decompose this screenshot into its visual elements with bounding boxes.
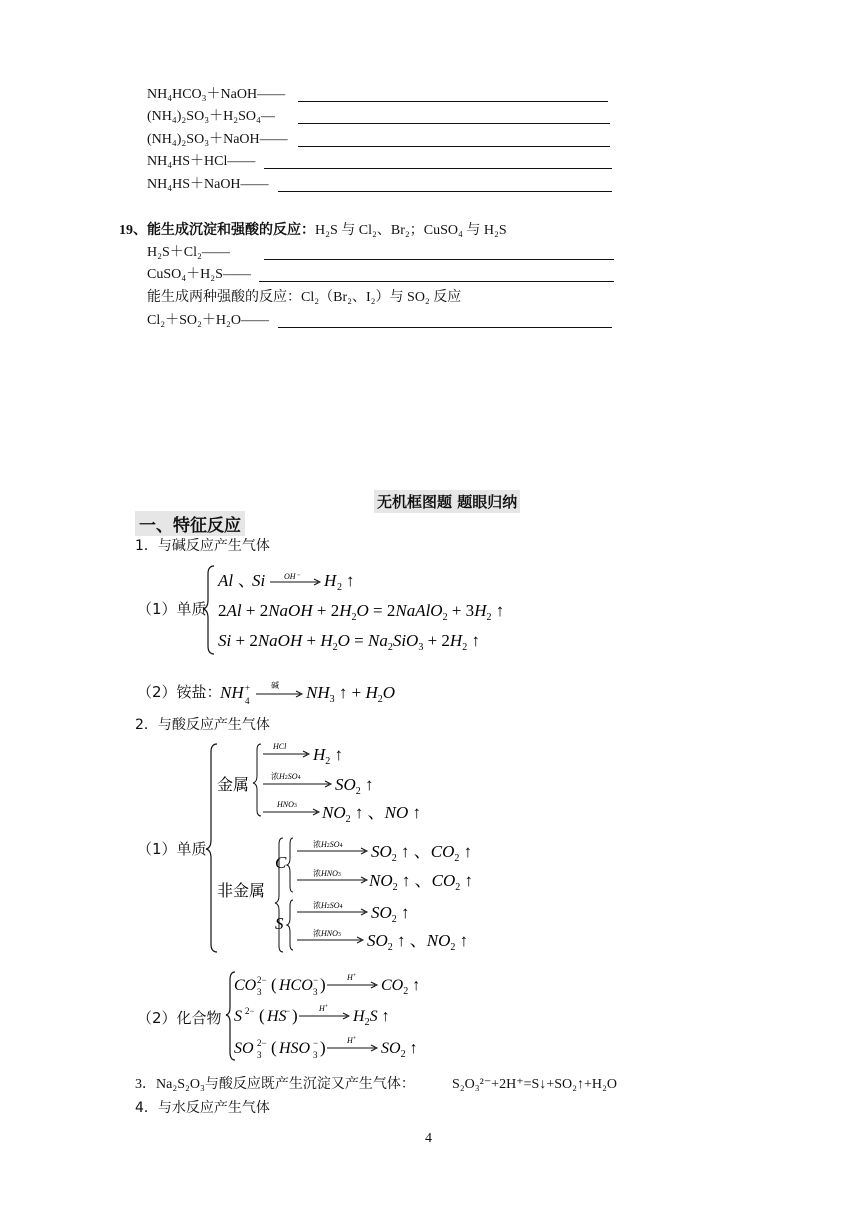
svg-text:H: H	[347, 973, 353, 982]
q19-equation-1: H₂S＋Cl₂——	[147, 245, 230, 260]
answer-blank-1[interactable]	[298, 101, 608, 102]
q19-subjects: H₂S 与 Cl₂、Br₂；CuSO₄ 与 H₂S	[315, 223, 507, 238]
svg-text:H2S ↑: $H_2S$ ↑	[353, 1008, 390, 1028]
svg-text:浓H2SO4: 浓H2SO4	[313, 840, 343, 849]
svg-text:C: C	[275, 853, 287, 872]
svg-text:NO2 ↑ 、CO2 ↑: $NO_2$ ↑ 、$CO_2$ ↑	[369, 871, 473, 893]
svg-text:2−: 2−	[257, 1038, 267, 1048]
svg-text:HCl: HCl	[273, 742, 287, 751]
q19-blank-1[interactable]	[264, 259, 614, 260]
svg-text:浓H2SO4: 浓H2SO4	[271, 772, 301, 781]
svg-text:(: (	[271, 1038, 277, 1057]
item2-title: 2．与酸反应产生气体	[135, 717, 270, 733]
svg-text:3: 3	[257, 987, 262, 997]
svg-text:): )	[320, 1038, 326, 1057]
svg-text:(: (	[259, 1006, 265, 1025]
q19-title: 能生成沉淀和强酸的反应：	[147, 222, 315, 238]
svg-text:OH⁻: OH⁻	[284, 572, 300, 581]
svg-text:3: 3	[313, 987, 318, 997]
svg-text:2Al + 2NaOH + 2H2O = 2NaAlO2 +: 2Al + 2NaOH + $2H_2O$ = 2NaAlO$_2$ + $3H_2$ ↑	[218, 601, 505, 623]
svg-text:SO2 ↑ 、NO2 ↑: $SO_2$ ↑ 、$NO_2$ ↑	[367, 931, 469, 953]
svg-text:浓HNO3: 浓HNO3	[313, 929, 341, 938]
svg-text:H2 ↑: $H_2$ ↑	[313, 745, 344, 767]
svg-text:+: +	[353, 1036, 357, 1042]
svg-text:−: −	[285, 1006, 291, 1016]
q19-number: 19、	[119, 223, 147, 238]
svg-text:+: +	[353, 973, 357, 979]
q19-note: 能生成两种强酸的反应：Cl₂（Br₂、I₂）与 SO₂ 反应	[147, 290, 462, 305]
svg-text:HNO3: HNO3	[277, 800, 297, 809]
svg-text:CO: CO	[234, 977, 257, 994]
answer-blank-3[interactable]	[298, 146, 610, 147]
svg-text:H: H	[324, 571, 337, 590]
svg-text:+: +	[245, 683, 251, 693]
equation-line-5: NH₄HS＋NaOH——	[147, 177, 269, 192]
item2-acid-tree	[205, 740, 505, 960]
page-number: 4	[425, 1131, 432, 1146]
item3-text: 3．Na₂S₂O₃与酸反应既产生沉淀又产生气体：	[135, 1077, 415, 1092]
svg-text:3: 3	[257, 1050, 262, 1060]
svg-text:SO2 ↑: $SO_2$ ↑	[381, 1040, 418, 1060]
svg-text:H: H	[319, 1004, 325, 1013]
svg-text:2−: 2−	[257, 975, 267, 985]
equation-line-1: NH₄HCO₃＋NaOH——	[147, 87, 286, 102]
svg-text:): )	[292, 1006, 298, 1025]
item1-sub2-formula	[218, 676, 438, 706]
answer-blank-2[interactable]	[298, 123, 610, 124]
item2-compound-formulas	[225, 968, 485, 1064]
svg-text:4: 4	[245, 696, 250, 706]
svg-text:2−: 2−	[245, 1006, 255, 1016]
svg-text:HSO: HSO	[279, 1040, 311, 1057]
item1-sub2-label: （2）铵盐：	[137, 683, 222, 701]
svg-text:S: S	[234, 1008, 242, 1025]
svg-text:SO: SO	[234, 1040, 254, 1057]
item2-sub1-label: （1）单质	[137, 840, 207, 858]
q19-equation-3: Cl₂＋SO₂＋H₂O——	[147, 313, 269, 328]
svg-text:3: 3	[313, 1050, 318, 1060]
metal-label: 金属	[217, 777, 250, 794]
svg-text:NH: NH	[220, 683, 244, 702]
svg-text:(: (	[271, 975, 277, 994]
svg-text:浓H2SO4: 浓H2SO4	[313, 901, 343, 910]
q19-equation-2: CuSO₄＋H₂S——	[147, 267, 251, 282]
svg-text:NH3 ↑ + H2O: $NH_3$ ↑ + $H_2O$	[306, 683, 396, 705]
section-title: 无机框图题 题眼归纳	[374, 490, 520, 513]
equation-line-3: (NH₄)₂SO₃＋NaOH——	[147, 132, 288, 147]
equation-line-4: NH₄HS＋HCl——	[147, 154, 256, 169]
svg-text:HCO: HCO	[279, 977, 313, 994]
svg-text:): )	[320, 975, 326, 994]
svg-text:、: 、	[238, 571, 255, 590]
q19-blank-3[interactable]	[278, 327, 612, 328]
q19-blank-2[interactable]	[259, 281, 614, 282]
svg-text:浓HNO3: 浓HNO3	[313, 869, 341, 878]
item3-equation: S₂O₃²⁻+2H⁺=S↓+SO₂↑+H₂O	[452, 1077, 617, 1092]
part1-heading: 一、特征反应	[135, 511, 245, 536]
svg-text:−: −	[313, 1038, 319, 1048]
q19-heading	[119, 221, 507, 240]
svg-text:Si: Si	[252, 571, 266, 590]
item4-text: 4．与水反应产生气体	[135, 1100, 270, 1116]
answer-blank-4[interactable]	[264, 168, 612, 169]
item1-sub1-label: （1）单质	[137, 600, 207, 618]
svg-text:H: H	[347, 1036, 353, 1045]
svg-text:NO2 ↑ 、NO ↑: $NO_2$ ↑ 、NO ↑	[322, 803, 421, 825]
svg-text:Si + 2NaOH + H2O = Na2SiO3 + 2: Si + 2NaOH + $H_2O = Na_2SiO_3 + 2H_2$ ↑	[218, 631, 480, 653]
item1-sub1-formulas	[200, 562, 600, 662]
answer-blank-5[interactable]	[278, 191, 612, 192]
nonmetal-label: 非金属	[217, 883, 266, 900]
svg-text:SO2 ↑: $SO_2$ ↑	[335, 775, 374, 797]
equation-line-2: (NH₄)₂SO₃＋H₂SO₄—	[147, 109, 275, 124]
svg-text:−: −	[313, 975, 319, 985]
svg-text:↑: ↑	[346, 571, 355, 590]
svg-text:Al: Al	[218, 571, 234, 590]
svg-text:S: S	[275, 914, 284, 933]
item1-title: 1．与碱反应产生气体	[135, 538, 270, 554]
svg-text:2: 2	[337, 582, 342, 593]
svg-text:SO2 ↑: $SO_2$ ↑	[371, 903, 410, 925]
svg-text:+: +	[325, 1004, 329, 1010]
svg-text:CO2 ↑: $CO_2$ ↑	[381, 977, 421, 997]
svg-text:碱: 碱	[271, 681, 279, 690]
svg-text:HS: HS	[267, 1008, 287, 1025]
svg-text:SO2 ↑ 、CO2 ↑: $SO_2$ ↑ 、$CO_2$ ↑	[371, 842, 473, 864]
item2-sub2-label: （2）化合物	[137, 1009, 222, 1027]
